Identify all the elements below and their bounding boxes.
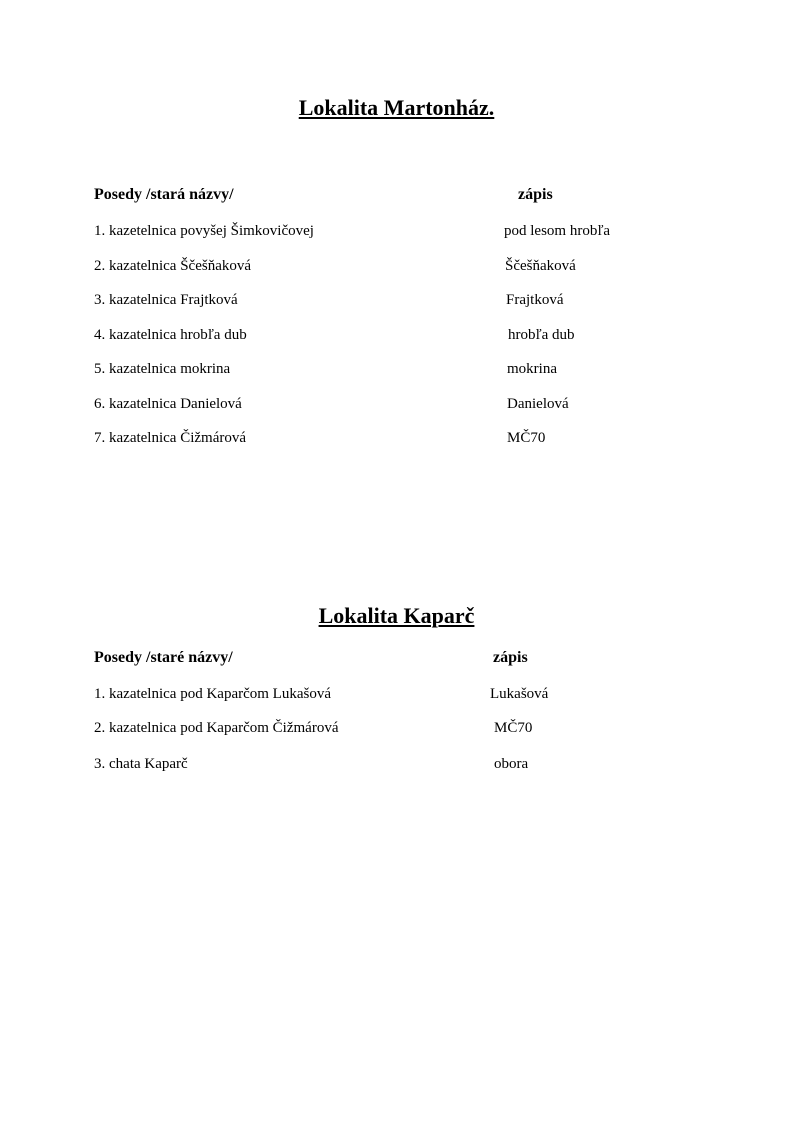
list-item: 2. kazatelnica pod Kaparčom Čižmárová: [94, 720, 339, 736]
section-title: Lokalita Martonház.: [298, 95, 495, 120]
list-item: 6. kazatelnica Danielová: [94, 396, 242, 412]
list-item-zapis: Ščešňaková: [505, 258, 576, 274]
list-item: 4. kazatelnica hrobľa dub: [94, 327, 247, 343]
list-item-zapis: Frajtková: [506, 292, 564, 308]
column-header-names: Posedy /stará názvy/: [94, 186, 234, 203]
list-item-zapis: hrobľa dub: [508, 327, 575, 343]
list-item: 1. kazetelnica povyšej Šimkovičovej: [94, 223, 314, 239]
list-item: 5. kazatelnica mokrina: [94, 361, 231, 377]
list-item-zapis: mokrina: [507, 361, 557, 377]
list-item-zapis: pod lesom hrobľa: [504, 223, 611, 239]
column-header-names: Posedy /staré názvy/: [94, 649, 233, 666]
list-item-zapis: MČ70: [507, 430, 546, 446]
list-item-zapis: obora: [494, 756, 529, 772]
list-item: 7. kazatelnica Čižmárová: [94, 430, 247, 446]
column-header-zapis: zápis: [518, 186, 553, 203]
list-item-zapis: Lukašová: [490, 686, 549, 702]
list-item-zapis: MČ70: [494, 720, 533, 736]
section-title: Lokalita Kaparč: [318, 603, 475, 628]
list-item: 3. chata Kaparč: [94, 756, 188, 772]
list-item-zapis: Danielová: [507, 396, 569, 412]
column-header-zapis: zápis: [493, 649, 528, 666]
list-item: 3. kazatelnica Frajtková: [94, 292, 238, 308]
list-item: 2. kazatelnica Ščešňaková: [94, 258, 252, 274]
list-item: 1. kazatelnica pod Kaparčom Lukašová: [94, 686, 331, 702]
